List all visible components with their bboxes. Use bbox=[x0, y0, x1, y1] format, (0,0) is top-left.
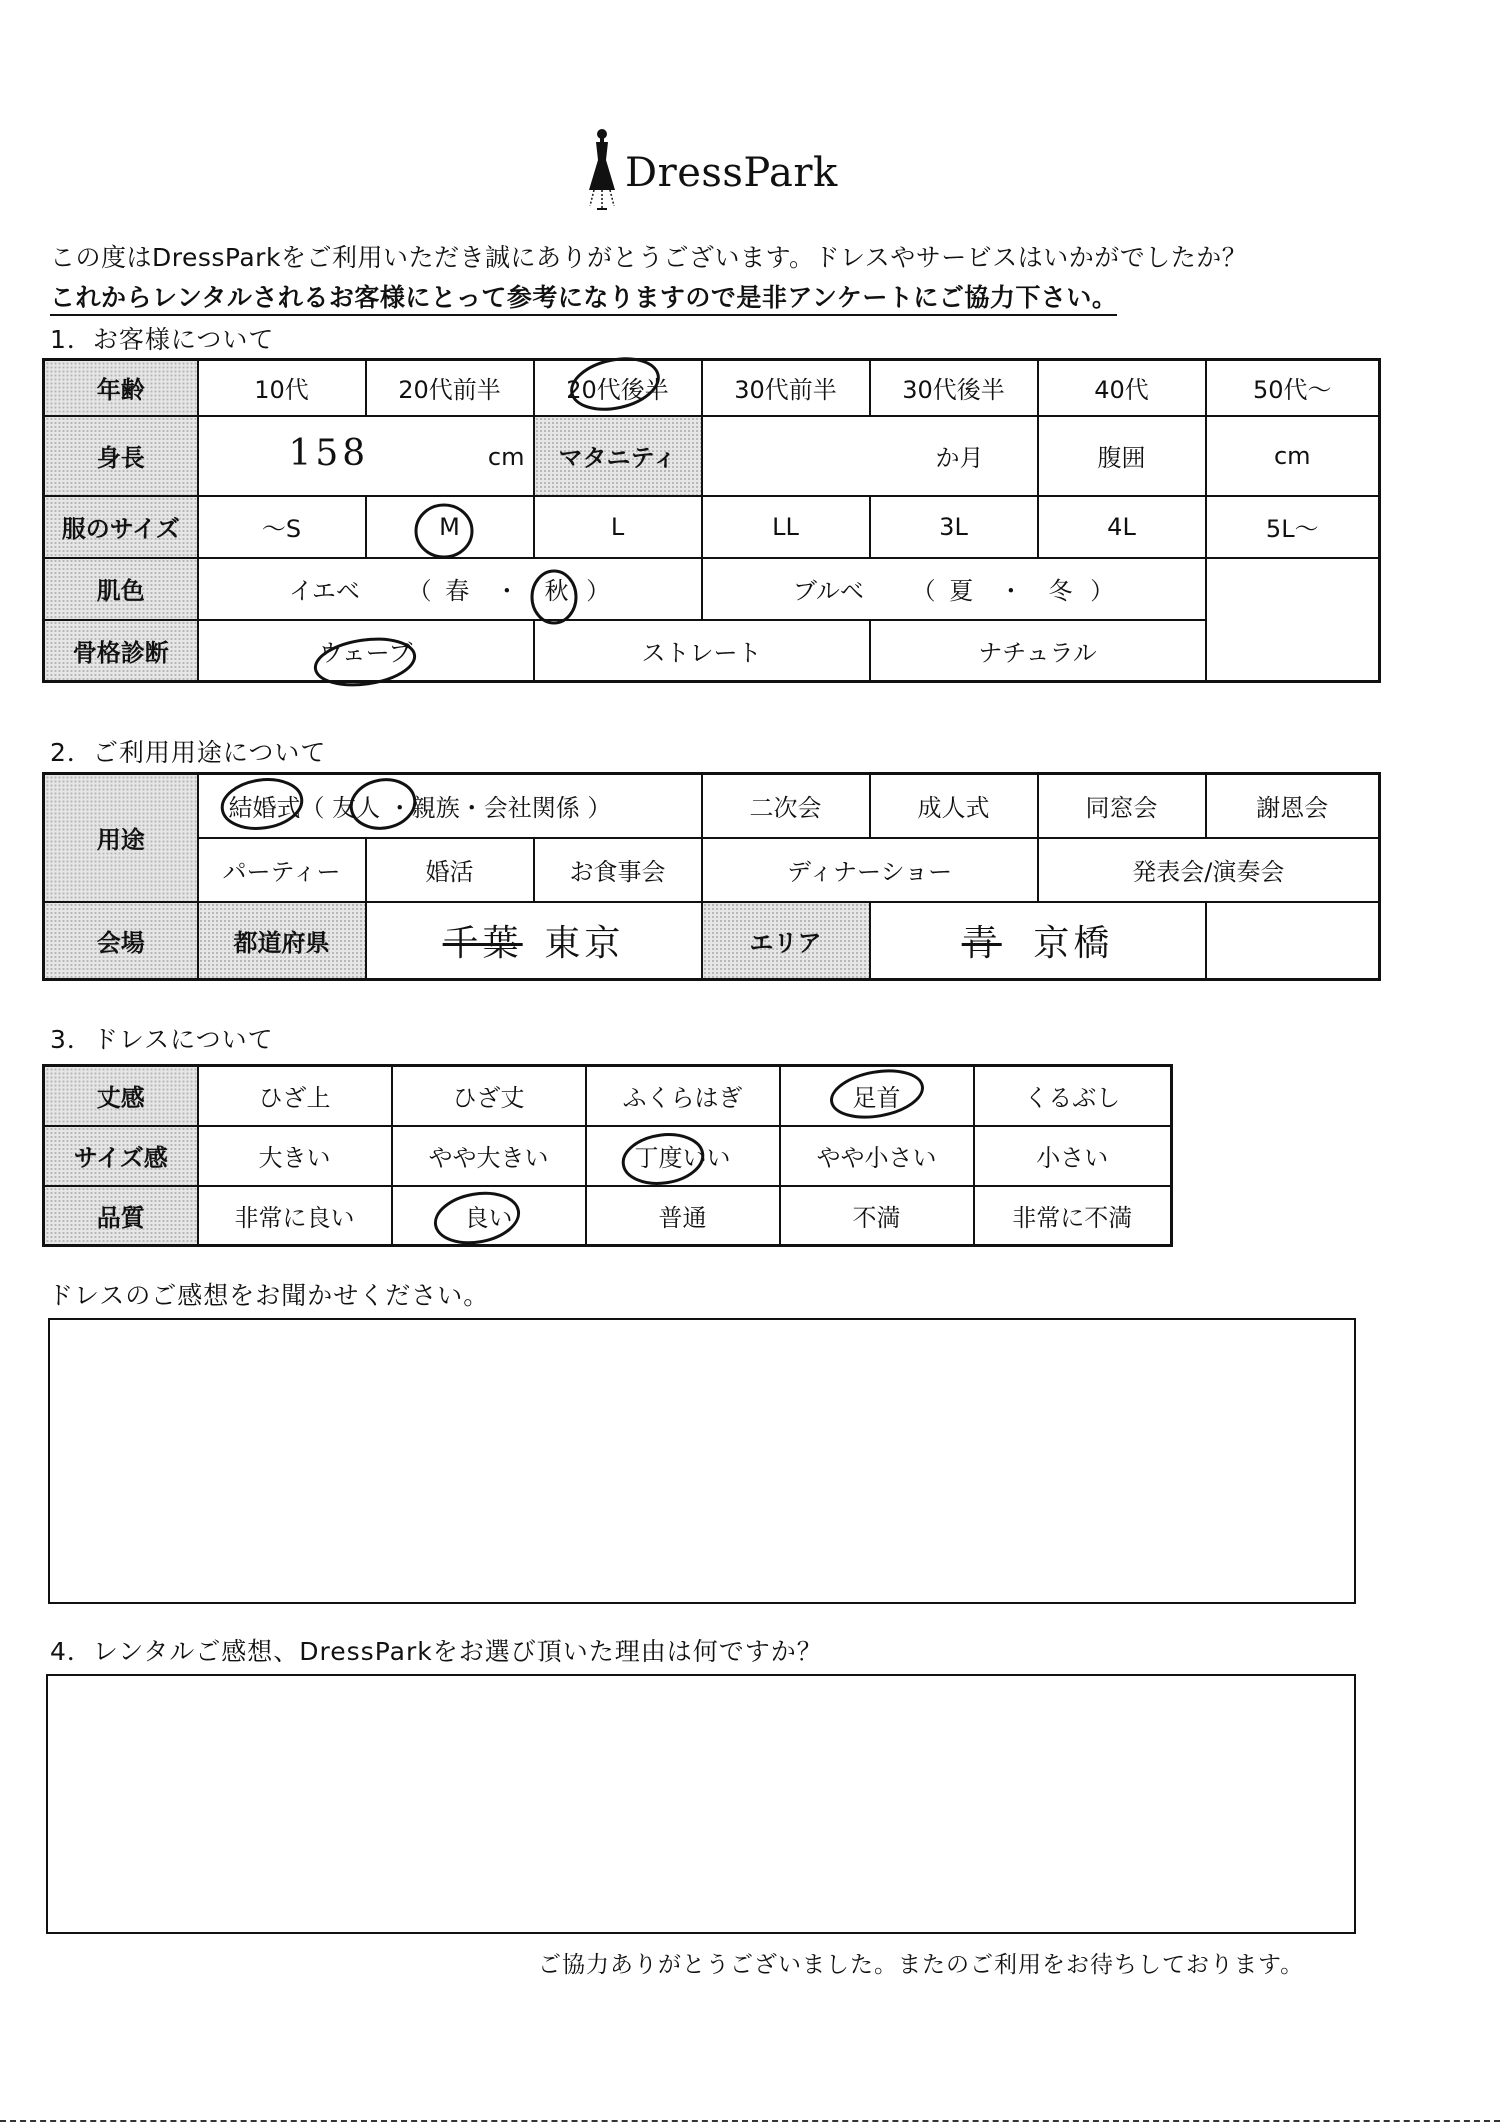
skin-summer[interactable]: 夏 bbox=[949, 577, 974, 605]
skin-blue-name: ブルベ bbox=[792, 577, 864, 605]
impression-textarea[interactable] bbox=[48, 1318, 1356, 1604]
paren-close: ） bbox=[1090, 577, 1115, 605]
quality-option[interactable]: 不満 bbox=[780, 1186, 974, 1246]
usage-option[interactable]: パーティー bbox=[198, 838, 366, 902]
quality-option-selected[interactable]: 良い bbox=[392, 1186, 586, 1246]
frame-option[interactable]: ナチュラル bbox=[870, 620, 1206, 682]
age-option-selected[interactable]: 20代後半 bbox=[534, 360, 702, 416]
prefecture-value: 東京 bbox=[544, 922, 625, 964]
age-option[interactable]: 40代 bbox=[1038, 360, 1206, 416]
length-option[interactable]: くるぶし bbox=[974, 1066, 1172, 1126]
skin-blue-option[interactable] bbox=[702, 558, 1206, 620]
empty-cell bbox=[1206, 902, 1380, 980]
length-option[interactable]: ふくらはぎ bbox=[586, 1066, 780, 1126]
quality-option[interactable]: 非常に良い bbox=[198, 1186, 392, 1246]
separator: ・ bbox=[998, 577, 1023, 605]
empty-cell bbox=[1206, 558, 1380, 620]
height-label: 身長 bbox=[44, 416, 198, 496]
section2-title: 2．ご利用用途について bbox=[50, 738, 327, 767]
size-option[interactable]: 4L bbox=[1038, 496, 1206, 558]
usage-label: 用途 bbox=[44, 774, 198, 902]
paren-close: ） bbox=[586, 577, 611, 605]
impression-prompt: ドレスのご感想をお聞かせください。 bbox=[48, 1281, 490, 1310]
age-option[interactable]: 50代～ bbox=[1206, 360, 1380, 416]
height-unit: cm bbox=[487, 442, 525, 471]
prefecture-field[interactable] bbox=[366, 902, 702, 980]
page-edge-line bbox=[0, 2120, 1500, 2122]
frame-option-selected[interactable]: ウェーブ bbox=[198, 620, 534, 682]
empty-cell bbox=[1206, 620, 1380, 682]
separator: ・ bbox=[494, 577, 519, 605]
length-label: 丈感 bbox=[44, 1066, 198, 1126]
brand-name: DressPark bbox=[625, 150, 838, 196]
skin-yellow-option[interactable] bbox=[198, 558, 702, 620]
size-option[interactable]: LL bbox=[702, 496, 870, 558]
skin-spring[interactable]: 春 bbox=[445, 577, 470, 605]
frame-option[interactable]: ストレート bbox=[534, 620, 870, 682]
wedding-selected: 結婚式（ bbox=[228, 794, 325, 823]
section3-title: 3．ドレスについて bbox=[50, 1025, 274, 1054]
intro-request: これからレンタルされるお客様にとって参考になりますので是非アンケートにご協力下さい。 bbox=[50, 278, 1117, 314]
prefecture-label: 都道府県 bbox=[198, 902, 366, 980]
dress-silhouette-icon bbox=[585, 128, 619, 214]
fit-option[interactable]: やや小さい bbox=[780, 1126, 974, 1186]
age-option[interactable]: 30代前半 bbox=[702, 360, 870, 416]
maternity-label: マタニティ bbox=[534, 416, 702, 496]
usage-option[interactable]: 同窓会 bbox=[1038, 774, 1206, 838]
length-option-selected[interactable]: 足首 bbox=[780, 1066, 974, 1126]
size-option[interactable]: 3L bbox=[870, 496, 1038, 558]
frame-label: 骨格診断 bbox=[44, 620, 198, 682]
friend-selected[interactable]: 友人 bbox=[332, 794, 381, 823]
height-field[interactable] bbox=[198, 416, 534, 496]
paren-open: （ bbox=[407, 577, 432, 605]
usage-option[interactable]: ディナーショー bbox=[702, 838, 1038, 902]
fit-option[interactable]: やや大きい bbox=[392, 1126, 586, 1186]
intro-text: この度はDressParkをご利用いただき誠にありがとうございます。ドレスやサービスはいかがでしたか？ bbox=[50, 243, 1248, 272]
thank-you-footer: ご協力ありがとうございました。またのご利用をお待ちしております。 bbox=[538, 1952, 1305, 1978]
reason-textarea[interactable] bbox=[46, 1674, 1356, 1934]
waist-unit: cm bbox=[1273, 441, 1311, 470]
section1-title: 1．お客様について bbox=[50, 325, 275, 354]
quality-option[interactable]: 非常に不満 bbox=[974, 1186, 1172, 1246]
length-option[interactable]: ひざ上 bbox=[198, 1066, 392, 1126]
wedding-option[interactable] bbox=[198, 774, 702, 838]
skin-yellow-name: イエベ bbox=[288, 577, 360, 605]
maternity-months-field[interactable] bbox=[702, 416, 1038, 496]
fit-option[interactable]: 大きい bbox=[198, 1126, 392, 1186]
size-option-selected[interactable]: M bbox=[366, 496, 534, 558]
maternity-months-unit: か月 bbox=[935, 444, 984, 472]
customer-table bbox=[42, 358, 1381, 683]
usage-table bbox=[42, 772, 1381, 981]
area-label: エリア bbox=[702, 902, 870, 980]
length-option[interactable]: ひざ丈 bbox=[392, 1066, 586, 1126]
size-option[interactable]: L bbox=[534, 496, 702, 558]
usage-option[interactable]: 発表会/演奏会 bbox=[1038, 838, 1380, 902]
skin-winter[interactable]: 冬 bbox=[1048, 577, 1073, 605]
waist-label: 腹囲 bbox=[1038, 416, 1206, 496]
age-option[interactable]: 20代前半 bbox=[366, 360, 534, 416]
brand-logo bbox=[585, 128, 838, 218]
area-struck: 青 bbox=[961, 922, 1002, 964]
size-label: 服のサイズ bbox=[44, 496, 198, 558]
section4-title: 4．レンタルご感想、DressParkをお選び頂いた理由は何ですか？ bbox=[50, 1637, 823, 1666]
height-value: 158 bbox=[288, 432, 370, 474]
venue-label: 会場 bbox=[44, 902, 198, 980]
age-label: 年齢 bbox=[44, 360, 198, 416]
usage-option[interactable]: 婚活 bbox=[366, 838, 534, 902]
size-option[interactable]: ～S bbox=[198, 496, 366, 558]
wedding-other-relations: ・親族・会社関係 ） bbox=[387, 794, 612, 823]
quality-option[interactable]: 普通 bbox=[586, 1186, 780, 1246]
usage-option[interactable]: 成人式 bbox=[870, 774, 1038, 838]
paren-open: （ bbox=[911, 577, 936, 605]
prefecture-struck: 千葉 bbox=[442, 922, 523, 964]
skin-label: 肌色 bbox=[44, 558, 198, 620]
fit-option[interactable]: 小さい bbox=[974, 1126, 1172, 1186]
age-option[interactable]: 30代後半 bbox=[870, 360, 1038, 416]
skin-autumn-selected[interactable]: 秋 bbox=[544, 577, 569, 605]
size-option[interactable]: 5L～ bbox=[1206, 496, 1380, 558]
usage-option[interactable]: 二次会 bbox=[702, 774, 870, 838]
area-field[interactable] bbox=[870, 902, 1206, 980]
usage-option[interactable]: お食事会 bbox=[534, 838, 702, 902]
waist-field[interactable] bbox=[1206, 416, 1380, 496]
fit-label: サイズ感 bbox=[44, 1126, 198, 1186]
usage-option[interactable]: 謝恩会 bbox=[1206, 774, 1380, 838]
quality-label: 品質 bbox=[44, 1186, 198, 1246]
age-option[interactable]: 10代 bbox=[198, 360, 366, 416]
dress-table bbox=[42, 1064, 1173, 1247]
area-value: 京橋 bbox=[1033, 922, 1114, 964]
fit-option-selected[interactable]: 丁度いい bbox=[586, 1126, 780, 1186]
